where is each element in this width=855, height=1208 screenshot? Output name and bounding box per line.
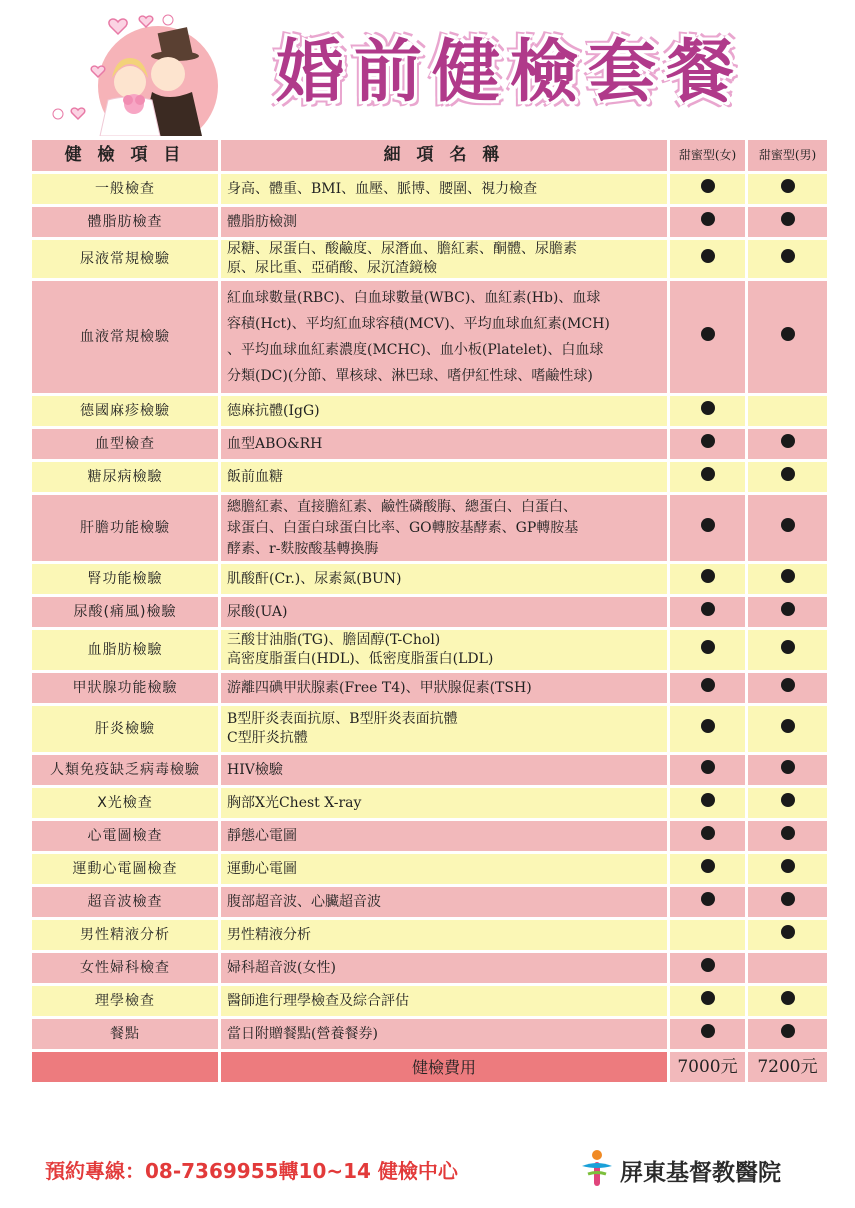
row-female-included [670, 240, 745, 278]
fee-label: 健檢費用 [221, 1052, 667, 1082]
column-header-female: 甜蜜型(女) [670, 140, 745, 171]
detail-line: 肌酸酐(Cr.)、尿素氮(BUN) [227, 570, 402, 587]
detail-line: 靜態心電圖 [227, 827, 297, 844]
row-male-included [748, 281, 827, 393]
row-item-name: 肝膽功能檢驗 [32, 495, 218, 561]
table-row [32, 281, 827, 393]
included-dot-icon [781, 327, 795, 341]
row-item-detail [221, 788, 667, 818]
included-dot-icon [701, 991, 715, 1005]
row-male-included [748, 920, 827, 950]
row-item-detail [221, 495, 667, 561]
row-item-detail [221, 462, 667, 492]
row-male-included [748, 207, 827, 237]
included-dot-icon [701, 719, 715, 733]
row-item-detail [221, 953, 667, 983]
row-item-name: 尿液常規檢驗 [32, 240, 218, 278]
row-male-included [748, 495, 827, 561]
included-dot-icon [701, 467, 715, 481]
detail-line: 腹部超音波、心臟超音波 [227, 893, 381, 910]
detail-line: 尿酸(UA) [227, 603, 288, 620]
row-item-detail [221, 1019, 667, 1049]
header [0, 0, 855, 138]
row-female-included [670, 920, 745, 950]
fee-female-price: 7000元 [670, 1052, 745, 1082]
included-dot-icon [781, 518, 795, 532]
detail-line: 容積(Hct)、平均紅血球容積(MCV)、平均血球血紅素(MCH) [227, 316, 610, 332]
row-female-included [670, 462, 745, 492]
fee-male-price: 7200元 [748, 1052, 827, 1082]
row-item-detail [221, 396, 667, 426]
included-dot-icon [781, 826, 795, 840]
detail-line: 男性精液分析 [227, 926, 311, 943]
included-dot-icon [781, 1024, 795, 1038]
included-dot-icon [781, 467, 795, 481]
detail-line: 球蛋白、白蛋白球蛋白比率、GO轉胺基酵素、GP轉胺基 [227, 519, 579, 536]
row-item-name: 女性婦科檢查 [32, 953, 218, 983]
row-item-name: 腎功能檢驗 [32, 564, 218, 594]
included-dot-icon [781, 640, 795, 654]
row-male-included [748, 1019, 827, 1049]
included-dot-icon [701, 518, 715, 532]
row-item-name: 餐點 [32, 1019, 218, 1049]
row-female-included [670, 788, 745, 818]
table-row [32, 630, 827, 670]
row-item-name: 超音波檢查 [32, 887, 218, 917]
row-item-name: 血脂肪檢驗 [32, 630, 218, 670]
table-row [32, 706, 827, 752]
row-female-included [670, 953, 745, 983]
row-female-included [670, 597, 745, 627]
included-dot-icon [781, 925, 795, 939]
detail-line: 體脂肪檢測 [227, 213, 297, 230]
detail-line: 原、尿比重、亞硝酸、尿沉渣鏡檢 [227, 260, 437, 276]
included-dot-icon [781, 760, 795, 774]
included-dot-icon [781, 602, 795, 616]
row-male-included [748, 462, 827, 492]
detail-line: 分類(DC)(分節、單核球、淋巴球、嗜伊紅性球、嗜鹼性球) [227, 368, 593, 384]
row-item-detail [221, 281, 667, 393]
detail-line: 德麻抗體(IgG) [227, 402, 320, 419]
table-row [32, 755, 827, 785]
included-dot-icon [781, 859, 795, 873]
detail-line: 紅血球數量(RBC)、白血球數量(WBC)、血紅素(Hb)、血球 [227, 290, 601, 306]
row-item-name: 理學檢查 [32, 986, 218, 1016]
row-item-name: 德國麻疹檢驗 [32, 396, 218, 426]
row-male-included [748, 396, 827, 426]
row-female-included [670, 495, 745, 561]
included-dot-icon [701, 826, 715, 840]
included-dot-icon [701, 212, 715, 226]
table-row [32, 207, 827, 237]
column-header-detail: 細 項 名 稱 [221, 140, 667, 171]
row-male-included [748, 986, 827, 1016]
row-item-detail [221, 597, 667, 627]
table-row [32, 240, 827, 278]
table-row [32, 462, 827, 492]
row-male-included [748, 174, 827, 204]
row-item-name: X光檢查 [32, 788, 218, 818]
row-male-included [748, 564, 827, 594]
detail-line: 高密度脂蛋白(HDL)、低密度脂蛋白(LDL) [227, 651, 494, 667]
table-row [32, 495, 827, 561]
row-male-included [748, 429, 827, 459]
included-dot-icon [701, 793, 715, 807]
row-male-included [748, 630, 827, 670]
included-dot-icon [781, 892, 795, 906]
detail-line: 血型ABO&RH [227, 435, 323, 452]
included-dot-icon [781, 719, 795, 733]
row-item-detail [221, 986, 667, 1016]
included-dot-icon [701, 859, 715, 873]
fee-row [32, 1052, 827, 1082]
included-dot-icon [781, 678, 795, 692]
table-header-row [32, 140, 827, 171]
included-dot-icon [781, 179, 795, 193]
row-female-included [670, 396, 745, 426]
row-male-included [748, 706, 827, 752]
row-female-included [670, 821, 745, 851]
table-row [32, 920, 827, 950]
row-female-included [670, 673, 745, 703]
detail-line: 、平均血球血紅素濃度(MCHC)、血小板(Platelet)、白血球 [227, 342, 604, 358]
included-dot-icon [701, 678, 715, 692]
included-dot-icon [781, 249, 795, 263]
included-dot-icon [781, 569, 795, 583]
row-item-name: 肝炎檢驗 [32, 706, 218, 752]
row-item-detail [221, 174, 667, 204]
detail-line: 三酸甘油脂(TG)、膽固醇(T-Chol) [227, 632, 441, 648]
included-dot-icon [781, 212, 795, 226]
row-item-detail [221, 240, 667, 278]
row-female-included [670, 174, 745, 204]
included-dot-icon [781, 991, 795, 1005]
detail-line: 運動心電圖 [227, 860, 297, 877]
row-item-name: 體脂肪檢查 [32, 207, 218, 237]
table-row [32, 673, 827, 703]
detail-line: 飯前血糖 [227, 468, 283, 485]
detail-line: 當日附贈餐點(營養餐券) [227, 1025, 378, 1042]
detail-line: B型肝炎表面抗原、B型肝炎表面抗體 [227, 711, 458, 727]
table-row [32, 1019, 827, 1049]
table-row [32, 953, 827, 983]
row-male-included [748, 755, 827, 785]
row-item-name: 一般檢查 [32, 174, 218, 204]
table-row [32, 986, 827, 1016]
row-female-included [670, 207, 745, 237]
included-dot-icon [701, 327, 715, 341]
row-item-detail [221, 821, 667, 851]
row-item-name: 血型檢查 [32, 429, 218, 459]
included-dot-icon [701, 602, 715, 616]
row-item-name: 心電圖檢查 [32, 821, 218, 851]
table-row [32, 788, 827, 818]
table-row [32, 597, 827, 627]
booking-hotline: 預約專線：08-7369955轉10~14 健檢中心 [45, 1159, 458, 1183]
detail-line: 總膽紅素、直接膽紅素、鹼性磷酸脢、總蛋白、白蛋白、 [227, 498, 577, 515]
table-row [32, 564, 827, 594]
row-item-name: 男性精液分析 [32, 920, 218, 950]
page-title: 婚前健檢套餐 [275, 33, 744, 112]
included-dot-icon [701, 1024, 715, 1038]
row-female-included [670, 564, 745, 594]
row-female-included [670, 755, 745, 785]
table-row [32, 887, 827, 917]
row-female-included [670, 854, 745, 884]
health-check-table [29, 137, 830, 1085]
row-male-included [748, 240, 827, 278]
table-row [32, 174, 827, 204]
included-dot-icon [701, 434, 715, 448]
column-header-male: 甜蜜型(男) [748, 140, 827, 171]
row-item-name: 血液常規檢驗 [32, 281, 218, 393]
row-male-included [748, 821, 827, 851]
row-male-included [748, 597, 827, 627]
table-row [32, 821, 827, 851]
table-row [32, 396, 827, 426]
included-dot-icon [781, 434, 795, 448]
hospital-brand [580, 1148, 820, 1188]
row-item-detail [221, 564, 667, 594]
row-item-name: 人類免疫缺乏病毒檢驗 [32, 755, 218, 785]
row-item-detail [221, 207, 667, 237]
included-dot-icon [701, 569, 715, 583]
row-item-name: 尿酸(痛風)檢驗 [32, 597, 218, 627]
detail-line: 游離四碘甲狀腺素(Free T4)、甲狀腺促素(TSH) [227, 679, 532, 696]
row-item-detail [221, 755, 667, 785]
row-male-included [748, 953, 827, 983]
row-item-detail [221, 706, 667, 752]
row-item-detail [221, 854, 667, 884]
detail-line: 尿糖、尿蛋白、酸鹼度、尿潛血、膽紅素、酮體、尿膽素 [227, 241, 577, 257]
row-female-included [670, 986, 745, 1016]
row-item-detail [221, 920, 667, 950]
row-female-included [670, 706, 745, 752]
row-item-name: 甲狀腺功能檢驗 [32, 673, 218, 703]
detail-line: 身高、體重、BMI、血壓、脈博、腰圍、視力檢查 [227, 180, 538, 197]
row-male-included [748, 887, 827, 917]
detail-line: 醫師進行理學檢查及綜合評估 [227, 992, 409, 1009]
detail-line: 酵素、r-麩胺酸基轉換脢 [227, 540, 379, 557]
row-item-detail [221, 630, 667, 670]
included-dot-icon [701, 760, 715, 774]
column-header-item: 健 檢 項 目 [32, 140, 218, 171]
row-male-included [748, 854, 827, 884]
included-dot-icon [701, 892, 715, 906]
hospital-cross-icon [580, 1148, 614, 1188]
row-item-detail [221, 673, 667, 703]
row-item-name: 運動心電圖檢查 [32, 854, 218, 884]
detail-line: HIV檢驗 [227, 761, 283, 778]
row-female-included [670, 630, 745, 670]
row-female-included [670, 429, 745, 459]
included-dot-icon [701, 958, 715, 972]
included-dot-icon [701, 640, 715, 654]
hospital-name: 屏東基督教醫院 [620, 1159, 781, 1186]
included-dot-icon [701, 249, 715, 263]
row-female-included [670, 1019, 745, 1049]
row-item-detail [221, 429, 667, 459]
wedding-couple-illustration [48, 8, 228, 136]
table-row [32, 854, 827, 884]
table-row [32, 429, 827, 459]
included-dot-icon [701, 179, 715, 193]
included-dot-icon [701, 401, 715, 415]
row-item-detail [221, 887, 667, 917]
row-female-included [670, 887, 745, 917]
row-item-name: 糖尿病檢驗 [32, 462, 218, 492]
row-female-included [670, 281, 745, 393]
fee-row-blank [32, 1052, 218, 1082]
detail-line: 胸部X光Chest X-ray [227, 794, 362, 811]
detail-line: C型肝炎抗體 [227, 730, 308, 746]
detail-line: 婦科超音波(女性) [227, 959, 336, 976]
included-dot-icon [781, 793, 795, 807]
row-male-included [748, 788, 827, 818]
row-male-included [748, 673, 827, 703]
